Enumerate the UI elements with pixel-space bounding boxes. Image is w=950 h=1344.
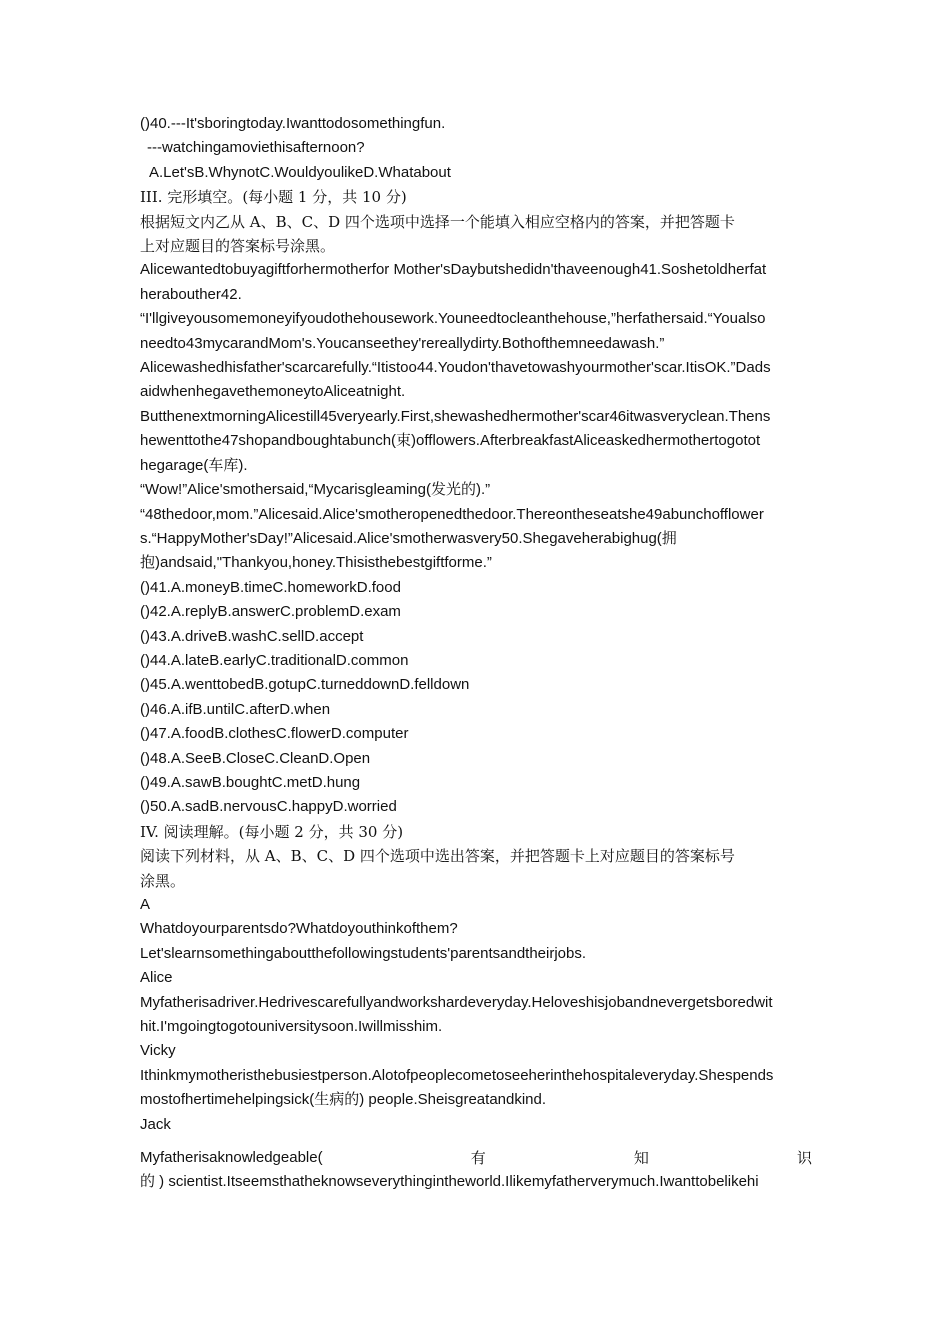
passage-a-label: A: [140, 896, 151, 913]
passage-a-line: hit.I'mgoingtogotouniversitysoon.Iwillmisshim.: [140, 1018, 443, 1036]
spacer: [140, 1137, 812, 1146]
section-iv-heading: IV. 阅读理解。(每小题 2 分，共 30 分): [140, 822, 404, 841]
passage-line: hegarage(车库).: [140, 456, 248, 474]
passage-line: Alicewantedtobuyagiftforhermotherfor Mother'sDaybutshedidn'thaveenough41.Soshetoldherfat: [140, 261, 767, 279]
question-43: ()43.A.driveB.washC.sellD.accept: [140, 627, 364, 645]
question-46: ()46.A.ifB.untilC.afterD.when: [140, 700, 331, 718]
question-49: ()49.A.sawB.boughtC.metD.hung: [140, 773, 361, 791]
section-iii-instructions-line-1: 根据短文内乙从 A、B、C、D 四个选项中选择一个能填入相应空格内的答案，并把答题卡: [140, 212, 735, 231]
question-40: ()40.---It'sboringtoday.Iwanttodosomethingfun.: [140, 115, 446, 132]
student-name-jack: Jack: [140, 1115, 171, 1133]
section-iii-instructions-line-2: 上对应题目的答案标号涂黑。: [140, 237, 336, 256]
justified-segment: 识: [796, 1149, 812, 1168]
student-name-vicky: Vicky: [140, 1042, 176, 1060]
justified-segment: Myfatherisaknowledgeable(: [140, 1149, 323, 1167]
section-iv-instructions-line-1: 阅读下列材料，从 A、B、C、D 四个选项中选出答案，并把答题卡上对应题目的答案标号: [140, 847, 735, 866]
passage-line: aidwhenhegavethemoneytoAliceatnight.: [140, 383, 406, 401]
justified-segment: 知: [633, 1149, 649, 1168]
question-41: ()41.A.moneyB.timeC.homeworkD.food: [140, 578, 401, 596]
passage-line: herabouther42.: [140, 285, 242, 303]
passage-line: “48thedoor,mom.”Alicesaid.Alice'smotheropenedthedoor.Thereontheseatshe49abunchofflower: [140, 505, 764, 523]
question-47: ()47.A.foodB.clothesC.flowerD.computer: [140, 725, 409, 743]
section-iii-heading: III. 完形填空。(每小题 1 分，共 10 分): [140, 188, 407, 207]
passage-a-justified-line: [140, 1146, 812, 1170]
question-42: ()42.A.replyB.answerC.problemD.exam: [140, 603, 401, 621]
question-40-options: A.Let'sB.WhynotC.WouldyoulikeD.Whatabout: [149, 163, 451, 181]
passage-line: s.“HappyMother'sDay!”Alicesaid.Alice'smotherwasvery50.Shegaveherabighug(拥: [140, 529, 677, 547]
document-page: [140, 112, 812, 1195]
question-45: ()45.A.wenttobedB.gotupC.turneddownD.felldown: [140, 676, 470, 694]
passage-a-line: 的 ) scientist.Itseemsthatheknowseverythingintheworld.Ilikemyfatherverymuch.Iwanttobelikehi: [140, 1173, 759, 1191]
passage-line: hewenttothe47shopandboughtabunch(束)offlowers.AfterbreakfastAliceaskedhermothertogotot: [140, 432, 761, 450]
passage-line: needto43mycarandMom's.Youcanseethey'rereallydirty.Bothofthemneedawash.”: [140, 334, 665, 352]
passage-line: 抱)andsaid,"Thankyou,honey.Thisisthebestgiftforme.”: [140, 554, 492, 572]
question-48: ()48.A.SeeB.CloseC.CleanD.Open: [140, 749, 371, 767]
passage-a-line: Whatdoyourparentsdo?Whatdoyouthinkofthem?: [140, 920, 458, 938]
question-40-response: ---watchingamoviethisafternoon?: [147, 139, 365, 157]
question-50: ()50.A.sadB.nervousC.happyD.worried: [140, 798, 397, 816]
passage-line: “I'llgiveyousomemoneyifyoudothehousework.Youneedtocleanthehouse,”herfathersaid.“Youalso: [140, 310, 766, 328]
justified-segment: 有: [470, 1149, 486, 1168]
section-iv-instructions-line-2: 涂黑。: [140, 871, 186, 890]
passage-a-line: Ithinkmymotheristhebusiestperson.Alotofpeoplecometoseeherinthehospitaleveryday.Shespends: [140, 1066, 774, 1084]
passage-a-line: Myfatherisadriver.Hedrivescarefullyandworkshardeveryday.Heloveshisjobandnevergetsboredwit: [140, 993, 773, 1011]
passage-a-line: Let'slearnsomethingaboutthefollowingstudents'parentsandtheirjobs.: [140, 944, 587, 962]
student-name-alice: Alice: [140, 969, 173, 987]
question-44: ()44.A.lateB.earlyC.traditionalD.common: [140, 651, 409, 669]
passage-line: ButthenextmorningAlicestill45veryearly.First,shewashedhermother'scar46itwasveryclean.Thens: [140, 407, 771, 425]
passage-line: “Wow!”Alice'smothersaid,“Mycarisgleaming(发光的).”: [140, 481, 491, 499]
passage-line: Alicewashedhisfather'scarcarefully.“Itistoo44.Youdon'thavetowashyourmother'scar.ItisOK.”Dads: [140, 359, 771, 377]
passage-a-line: mostofhertimehelpingsick(生病的) people.Sheisgreatandkind.: [140, 1091, 547, 1109]
